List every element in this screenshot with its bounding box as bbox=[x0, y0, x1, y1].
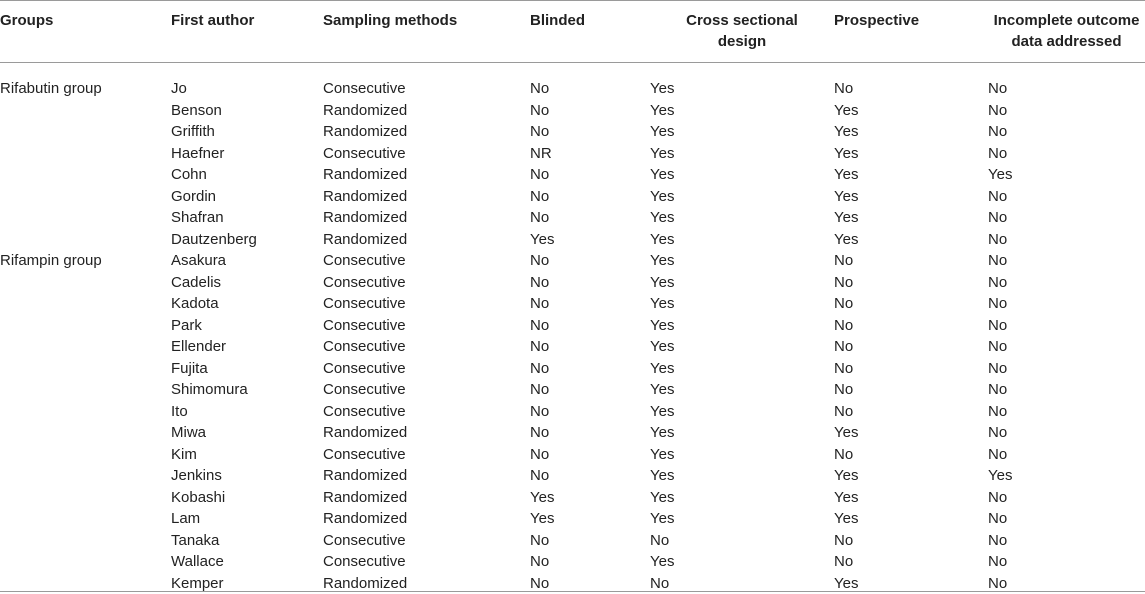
cell-blinded: No bbox=[530, 209, 550, 226]
header-row bbox=[0, 0, 1145, 72]
cell-first-author: Park bbox=[171, 316, 202, 334]
cell-sampling-method: Consecutive bbox=[323, 273, 406, 291]
header-first-author: First author bbox=[171, 12, 255, 29]
cell-group bbox=[0, 508, 171, 530]
cell-prospective: Yes bbox=[834, 230, 859, 248]
cell-cross-sectional: Yes bbox=[650, 402, 675, 420]
cell-sampling-method: Consecutive bbox=[323, 316, 406, 334]
cell-incomplete-outcome: No bbox=[988, 187, 1008, 205]
table-row bbox=[0, 229, 1145, 251]
cell-group bbox=[0, 229, 171, 251]
table-row bbox=[0, 487, 1145, 509]
cell-incomplete-outcome: No bbox=[988, 316, 1008, 334]
cell-incomplete-outcome: No bbox=[988, 488, 1008, 506]
cell-group bbox=[0, 186, 171, 208]
cell-cross-sectional: No bbox=[650, 574, 670, 592]
table-row bbox=[0, 72, 1145, 100]
table-row bbox=[0, 336, 1145, 358]
cell-cross-sectional: Yes bbox=[650, 187, 675, 205]
cell-cross-sectional: No bbox=[650, 531, 670, 549]
cell-blinded: No bbox=[530, 531, 550, 549]
cell-sampling-method: Randomized bbox=[323, 166, 408, 183]
cell-blinded: No bbox=[530, 187, 550, 205]
cell-group bbox=[0, 465, 171, 487]
header-prospective: Prospective bbox=[834, 12, 920, 29]
table-row bbox=[0, 465, 1145, 487]
cell-sampling-method: Randomized bbox=[323, 510, 408, 527]
table-row bbox=[0, 164, 1145, 186]
header-blinded: Blinded bbox=[530, 12, 585, 29]
cell-prospective: No bbox=[834, 273, 854, 291]
cell-group bbox=[0, 573, 171, 594]
cell-incomplete-outcome: No bbox=[988, 80, 1008, 97]
cell-sampling-method: Consecutive bbox=[323, 80, 406, 97]
cell-prospective: Yes bbox=[834, 123, 859, 140]
cell-first-author: Benson bbox=[171, 101, 222, 119]
cell-group bbox=[0, 401, 171, 423]
cell-incomplete-outcome: No bbox=[988, 510, 1008, 527]
cell-cross-sectional: Yes bbox=[650, 316, 675, 334]
cell-blinded: No bbox=[530, 273, 550, 291]
table-row bbox=[0, 358, 1145, 380]
cell-first-author: Kemper bbox=[171, 574, 224, 592]
cell-sampling-method: Randomized bbox=[323, 209, 408, 226]
cell-incomplete-outcome: No bbox=[988, 381, 1008, 398]
header-incomplete-outcome bbox=[988, 0, 1145, 72]
cell-group bbox=[0, 487, 171, 509]
cell-blinded: No bbox=[530, 252, 550, 269]
cell-incomplete-outcome: No bbox=[988, 553, 1008, 570]
cell-group bbox=[0, 143, 171, 165]
cell-incomplete-outcome: No bbox=[988, 252, 1008, 269]
cell-blinded: No bbox=[530, 316, 550, 334]
cell-prospective: No bbox=[834, 316, 854, 334]
cell-prospective: Yes bbox=[834, 574, 859, 592]
cell-prospective: No bbox=[834, 553, 854, 570]
cell-first-author: Jenkins bbox=[171, 467, 222, 484]
cell-cross-sectional: Yes bbox=[650, 424, 675, 441]
cell-blinded: Yes bbox=[530, 230, 555, 248]
cell-group bbox=[0, 100, 171, 122]
cell-group bbox=[0, 164, 171, 186]
header-cross-sectional-design bbox=[650, 0, 834, 72]
table-row bbox=[0, 444, 1145, 466]
cell-first-author: Kim bbox=[171, 445, 197, 463]
cell-blinded: No bbox=[530, 467, 550, 484]
cell-blinded: No bbox=[530, 338, 550, 355]
cell-first-author: Shafran bbox=[171, 209, 224, 226]
cell-cross-sectional: Yes bbox=[650, 338, 675, 355]
cell-cross-sectional: Yes bbox=[650, 359, 675, 377]
cell-cross-sectional: Yes bbox=[650, 273, 675, 291]
cell-first-author: Cadelis bbox=[171, 273, 222, 291]
table-row bbox=[0, 272, 1145, 294]
table-row bbox=[0, 121, 1145, 143]
cell-incomplete-outcome: No bbox=[988, 295, 1008, 312]
cell-incomplete-outcome: No bbox=[988, 338, 1008, 355]
cell-incomplete-outcome: No bbox=[988, 402, 1008, 420]
cell-incomplete-outcome: Yes bbox=[988, 467, 1013, 484]
cell-first-author: Asakura bbox=[171, 252, 227, 269]
cell-sampling-method: Consecutive bbox=[323, 338, 406, 355]
cell-sampling-method: Consecutive bbox=[323, 252, 406, 269]
table-row bbox=[0, 422, 1145, 444]
cell-sampling-method: Randomized bbox=[323, 123, 408, 140]
cell-group bbox=[0, 444, 171, 466]
cell-prospective: Yes bbox=[834, 101, 859, 119]
cell-group bbox=[0, 530, 171, 552]
cell-blinded: No bbox=[530, 381, 550, 398]
cell-first-author: Kadota bbox=[171, 295, 219, 312]
cell-cross-sectional: Yes bbox=[650, 488, 675, 506]
cell-first-author: Haefner bbox=[171, 144, 225, 162]
cell-sampling-method: Randomized bbox=[323, 230, 408, 248]
cell-group bbox=[0, 293, 171, 315]
cell-first-author: Cohn bbox=[171, 166, 207, 183]
cell-sampling-method: Randomized bbox=[323, 101, 408, 119]
cell-cross-sectional: Yes bbox=[650, 510, 675, 527]
cell-cross-sectional: Yes bbox=[650, 166, 675, 183]
table-row bbox=[0, 508, 1145, 530]
cell-first-author: Gordin bbox=[171, 187, 217, 205]
table-row bbox=[0, 401, 1145, 423]
cell-incomplete-outcome: No bbox=[988, 230, 1008, 248]
cell-sampling-method: Consecutive bbox=[323, 359, 406, 377]
header-groups: Groups bbox=[0, 12, 54, 29]
cell-prospective: Yes bbox=[834, 467, 859, 484]
cell-group bbox=[0, 379, 171, 401]
table-header bbox=[0, 0, 1145, 72]
cell-cross-sectional: Yes bbox=[650, 101, 675, 119]
header-incomplete-line1: Incomplete outcome bbox=[993, 12, 1140, 29]
cell-first-author: Wallace bbox=[171, 553, 224, 570]
cell-incomplete-outcome: No bbox=[988, 424, 1008, 441]
cell-blinded: No bbox=[530, 574, 550, 592]
table-row bbox=[0, 293, 1145, 315]
cell-incomplete-outcome: No bbox=[988, 209, 1008, 226]
table-body bbox=[0, 72, 1145, 594]
cell-blinded: No bbox=[530, 445, 550, 463]
cell-prospective: Yes bbox=[834, 166, 859, 183]
cell-prospective: No bbox=[834, 402, 854, 420]
cell-group bbox=[0, 121, 171, 143]
cell-incomplete-outcome: No bbox=[988, 445, 1008, 463]
cell-sampling-method: Consecutive bbox=[323, 531, 406, 549]
cell-incomplete-outcome: No bbox=[988, 273, 1008, 291]
cell-blinded: Yes bbox=[530, 510, 555, 527]
cell-blinded: No bbox=[530, 80, 550, 97]
cell-sampling-method: Consecutive bbox=[323, 144, 406, 162]
table-row bbox=[0, 530, 1145, 552]
cell-blinded: No bbox=[530, 359, 550, 377]
cell-blinded: No bbox=[530, 123, 550, 140]
cell-cross-sectional: Yes bbox=[650, 230, 675, 248]
cell-group bbox=[0, 551, 171, 573]
table-row bbox=[0, 100, 1145, 122]
cell-first-author: Kobashi bbox=[171, 488, 226, 506]
table-row bbox=[0, 186, 1145, 208]
cell-blinded: No bbox=[530, 402, 550, 420]
cell-prospective: No bbox=[834, 445, 854, 463]
cell-prospective: Yes bbox=[834, 187, 859, 205]
header-incomplete-line2: data addressed bbox=[1011, 33, 1122, 50]
cell-prospective: Yes bbox=[834, 488, 859, 506]
cell-sampling-method: Consecutive bbox=[323, 445, 406, 463]
table-row bbox=[0, 551, 1145, 573]
cell-first-author: Lam bbox=[171, 510, 201, 527]
cell-incomplete-outcome: No bbox=[988, 574, 1008, 592]
cell-blinded: No bbox=[530, 424, 550, 441]
cell-first-author: Fujita bbox=[171, 359, 208, 377]
cell-cross-sectional: Yes bbox=[650, 553, 675, 570]
cell-prospective: Yes bbox=[834, 424, 859, 441]
table-row bbox=[0, 315, 1145, 337]
cell-prospective: No bbox=[834, 252, 854, 269]
cell-blinded: Yes bbox=[530, 488, 555, 506]
cell-sampling-method: Randomized bbox=[323, 488, 408, 506]
cell-first-author: Miwa bbox=[171, 424, 207, 441]
table-row bbox=[0, 250, 1145, 272]
cell-cross-sectional: Yes bbox=[650, 144, 675, 162]
table-row bbox=[0, 379, 1145, 401]
cell-incomplete-outcome: No bbox=[988, 359, 1008, 377]
cell-sampling-method: Consecutive bbox=[323, 381, 406, 398]
cell-blinded: No bbox=[530, 295, 550, 312]
cell-prospective: Yes bbox=[834, 144, 859, 162]
cell-group: Rifampin group bbox=[0, 252, 102, 269]
cell-blinded: No bbox=[530, 166, 550, 183]
cell-blinded: No bbox=[530, 101, 550, 119]
cell-cross-sectional: Yes bbox=[650, 381, 675, 398]
cell-sampling-method: Randomized bbox=[323, 424, 408, 441]
cell-group bbox=[0, 422, 171, 444]
cell-prospective: No bbox=[834, 338, 854, 355]
cell-prospective: Yes bbox=[834, 510, 859, 527]
cell-group bbox=[0, 207, 171, 229]
cell-sampling-method: Consecutive bbox=[323, 553, 406, 570]
cell-first-author: Ellender bbox=[171, 338, 227, 355]
cell-group bbox=[0, 315, 171, 337]
cell-sampling-method: Randomized bbox=[323, 467, 408, 484]
cell-prospective: No bbox=[834, 359, 854, 377]
cell-blinded: No bbox=[530, 553, 550, 570]
table-row bbox=[0, 143, 1145, 165]
cell-prospective: No bbox=[834, 381, 854, 398]
cell-first-author: Jo bbox=[171, 80, 187, 97]
cell-cross-sectional: Yes bbox=[650, 123, 675, 140]
cell-prospective: Yes bbox=[834, 209, 859, 226]
cell-incomplete-outcome: No bbox=[988, 531, 1008, 549]
cell-first-author: Ito bbox=[171, 402, 188, 420]
header-cross-line1: Cross sectional bbox=[686, 12, 798, 29]
table-row bbox=[0, 573, 1145, 594]
cell-first-author: Griffith bbox=[171, 123, 215, 140]
cell-cross-sectional: Yes bbox=[650, 445, 675, 463]
cell-first-author: Shimomura bbox=[171, 381, 248, 398]
table-row bbox=[0, 207, 1145, 229]
cell-group bbox=[0, 358, 171, 380]
cell-sampling-method: Randomized bbox=[323, 187, 408, 205]
cell-group: Rifabutin group bbox=[0, 80, 102, 97]
header-sampling-methods: Sampling methods bbox=[323, 12, 458, 29]
cell-prospective: No bbox=[834, 295, 854, 312]
cell-sampling-method: Randomized bbox=[323, 574, 408, 592]
cell-first-author: Tanaka bbox=[171, 531, 220, 549]
cell-incomplete-outcome: Yes bbox=[988, 166, 1013, 183]
cell-blinded: NR bbox=[530, 144, 552, 162]
cell-incomplete-outcome: No bbox=[988, 101, 1008, 119]
cell-sampling-method: Consecutive bbox=[323, 295, 406, 312]
cell-cross-sectional: Yes bbox=[650, 467, 675, 484]
cell-cross-sectional: Yes bbox=[650, 252, 675, 269]
cell-sampling-method: Consecutive bbox=[323, 402, 406, 420]
cell-cross-sectional: Yes bbox=[650, 209, 675, 226]
cell-group bbox=[0, 336, 171, 358]
cell-cross-sectional: Yes bbox=[650, 80, 675, 97]
cell-group bbox=[0, 272, 171, 294]
header-cross-line2: design bbox=[717, 33, 767, 50]
cell-prospective: No bbox=[834, 531, 854, 549]
cell-first-author: Dautzenberg bbox=[171, 230, 257, 248]
cell-prospective: No bbox=[834, 80, 854, 97]
cell-cross-sectional: Yes bbox=[650, 295, 675, 312]
cell-incomplete-outcome: No bbox=[988, 144, 1008, 162]
cell-incomplete-outcome: No bbox=[988, 123, 1008, 140]
